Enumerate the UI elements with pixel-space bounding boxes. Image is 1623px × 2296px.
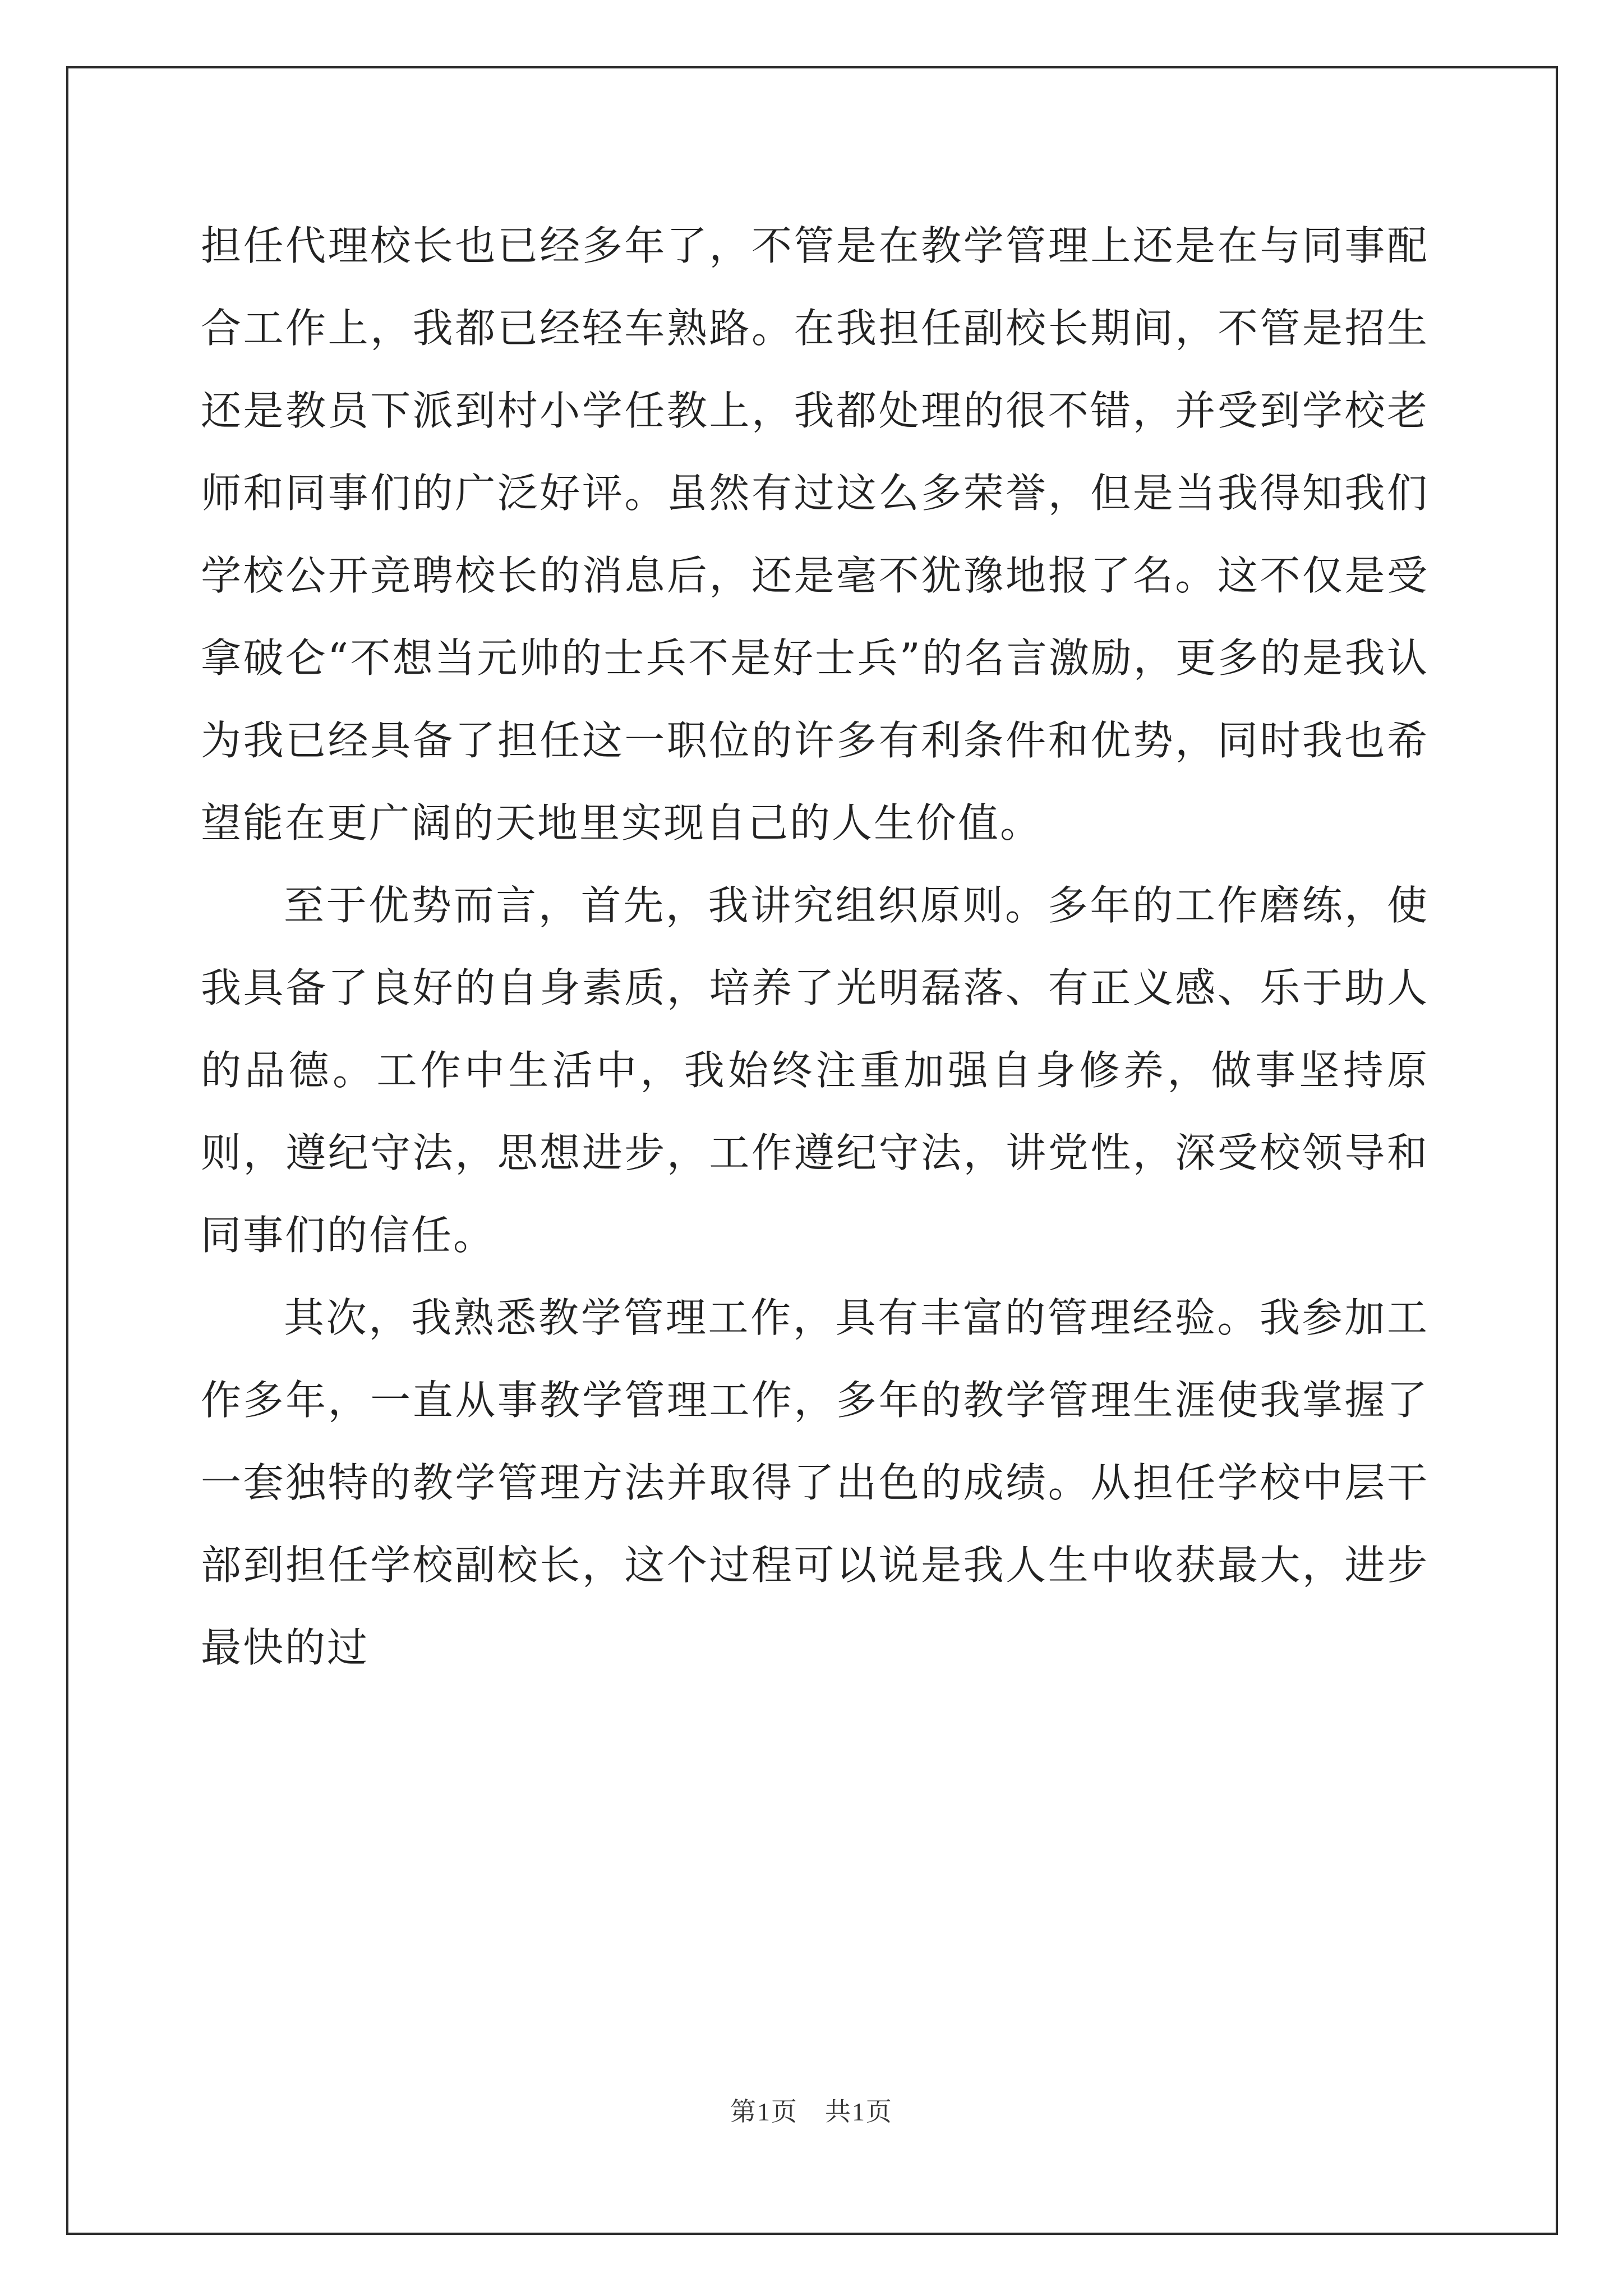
paragraph-1: 担任代理校长也已经多年了，不管是在教学管理上还是在与同事配合工作上，我都已经轻车熟路。在我担任副校长期间，不管是招生还是教员下派到村小学任教上，我都处理的很不错，并受到学校老师和同事们的广泛好评。虽然有过这么多荣誉，但是当我得知我们学校公开竞聘校长的消息后，还是毫不犹豫地报了名。这不仅是受拿破仑“不想当元帅的士兵不是好士兵”的名言激励，更多的是我认为我已经具备了担任这一职位的许多有利条件和优势，同时我也希望能在更广阔的天地里实现自己的人生价值。 bbox=[201, 222, 1429, 846]
page-number-footer: 第1页 共1页 bbox=[730, 2097, 893, 2126]
paragraph-2: 至于优势而言，首先，我讲究组织原则。多年的工作磨练，使我具备了良好的自身素质，培养了光明磊落、有正义感、乐于助人的品德。工作中生活中，我始终注重加强自身修养，做事坚持原则，遵纪守法，思想进步，工作遵纪守法，讲党性，深受校领导和同事们的信任。 bbox=[201, 882, 1429, 1259]
paragraph-3: 其次，我熟悉教学管理工作，具有丰富的管理经验。我参加工作多年，一直从事教学管理工作，多年的教学管理生涯使我掌握了一套独特的教学管理方法并取得了出色的成绩。从担任学校中层干部到担任学校副校长，这个过程可以说是我人生中收获最大，进步最快的过 bbox=[201, 1294, 1429, 1671]
document-body bbox=[201, 205, 1429, 1689]
